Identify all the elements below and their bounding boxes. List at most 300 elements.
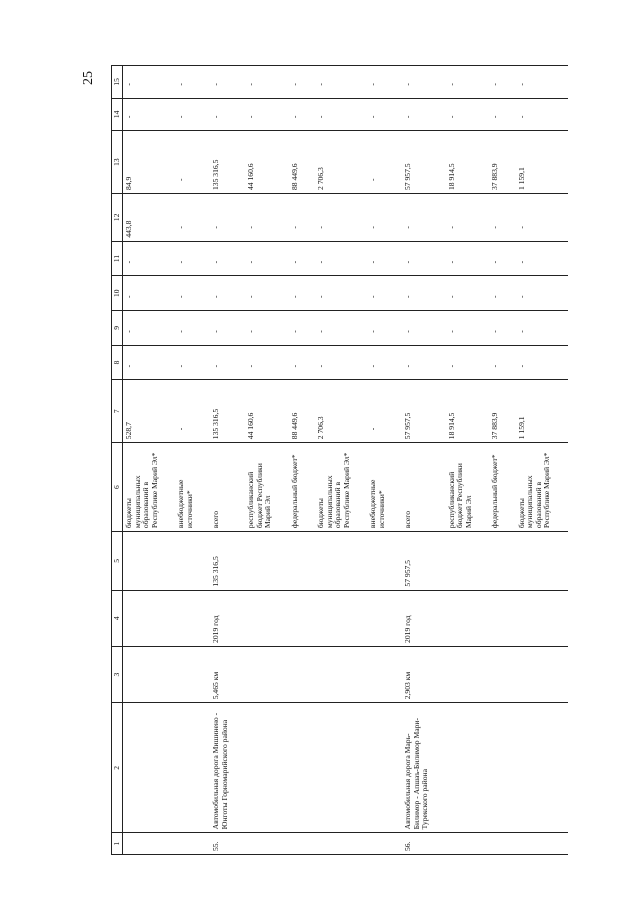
program-table-container bbox=[111, 65, 552, 855]
cell-col-3 bbox=[489, 646, 502, 702]
cell-col-13: 44 160,6 bbox=[245, 131, 275, 194]
cell-col-9: - bbox=[289, 311, 302, 346]
spacer-cell bbox=[275, 194, 289, 242]
cell-col-12: 443,8 bbox=[123, 194, 162, 242]
table-row bbox=[402, 66, 432, 855]
cell-col-7: 135 316,5 bbox=[210, 380, 231, 443]
cell-col-13: 18 914,5 bbox=[446, 131, 476, 194]
spacer-cell bbox=[301, 98, 315, 131]
spacer-cell bbox=[161, 833, 175, 855]
spacer-cell bbox=[275, 345, 289, 380]
spacer-cell bbox=[196, 532, 210, 591]
column-header-13: 13 bbox=[112, 131, 123, 194]
cell-col-2 bbox=[446, 703, 476, 833]
spacer-cell bbox=[432, 66, 446, 99]
cell-col-4 bbox=[123, 590, 162, 646]
cell-col-5 bbox=[446, 532, 476, 591]
cell-col-5 bbox=[245, 532, 275, 591]
spacer-cell bbox=[275, 131, 289, 194]
spacer-cell bbox=[502, 345, 516, 380]
cell-col-13: 37 883,9 bbox=[489, 131, 502, 194]
spacer-cell bbox=[275, 703, 289, 833]
cell-col-6: бюджеты муниципальных образований в Республике Марий Эл* bbox=[516, 443, 554, 532]
spacer-cell bbox=[432, 590, 446, 646]
cell-col-14: - bbox=[245, 98, 275, 131]
cell-col-10: - bbox=[175, 276, 196, 311]
spacer-cell bbox=[475, 98, 489, 131]
spacer-cell bbox=[301, 703, 315, 833]
cell-col-13: 57 957,5 bbox=[402, 131, 432, 194]
table-body bbox=[123, 66, 568, 855]
cell-col-8: - bbox=[210, 345, 231, 380]
spacer-cell bbox=[161, 311, 175, 346]
spacer-cell bbox=[196, 66, 210, 99]
spacer-cell bbox=[301, 646, 315, 702]
spacer-cell bbox=[475, 194, 489, 242]
cell-col-1 bbox=[123, 833, 162, 855]
cell-col-6: всего bbox=[402, 443, 432, 532]
cell-col-7: 18 914,5 bbox=[446, 380, 476, 443]
cell-col-6: республиканский бюджет Республики Марий Эл bbox=[446, 443, 476, 532]
cell-col-10: - bbox=[402, 276, 432, 311]
spacer-cell bbox=[231, 703, 245, 833]
spacer-cell bbox=[231, 194, 245, 242]
cell-col-11: - bbox=[402, 241, 432, 276]
spacer-cell bbox=[353, 345, 367, 380]
column-header-11: 11 bbox=[112, 241, 123, 276]
spacer-cell bbox=[554, 311, 568, 346]
spacer-cell bbox=[388, 345, 402, 380]
spacer-cell bbox=[161, 443, 175, 532]
spacer-cell bbox=[554, 276, 568, 311]
spacer-cell bbox=[301, 276, 315, 311]
spacer-cell bbox=[388, 380, 402, 443]
cell-col-6: федеральный бюджет* bbox=[289, 443, 302, 532]
cell-col-2 bbox=[516, 703, 554, 833]
cell-col-10: - bbox=[446, 276, 476, 311]
spacer-cell bbox=[353, 194, 367, 242]
cell-col-15: - bbox=[245, 66, 275, 99]
spacer-cell bbox=[161, 380, 175, 443]
spacer-cell bbox=[196, 380, 210, 443]
cell-col-15: - bbox=[289, 66, 302, 99]
cell-col-12: - bbox=[210, 194, 231, 242]
cell-col-11: - bbox=[489, 241, 502, 276]
cell-col-4 bbox=[245, 590, 275, 646]
cell-col-15: - bbox=[402, 66, 432, 99]
column-header-7: 7 bbox=[112, 380, 123, 443]
cell-col-14: - bbox=[489, 98, 502, 131]
spacer-cell bbox=[432, 532, 446, 591]
cell-col-5 bbox=[489, 532, 502, 591]
spacer-cell bbox=[432, 443, 446, 532]
cell-col-14: - bbox=[402, 98, 432, 131]
spacer-cell bbox=[554, 345, 568, 380]
cell-col-3: 2,903 км bbox=[402, 646, 432, 702]
spacer-cell bbox=[301, 311, 315, 346]
cell-col-7: 57 957,5 bbox=[402, 380, 432, 443]
spacer-cell bbox=[275, 66, 289, 99]
spacer-cell bbox=[301, 241, 315, 276]
cell-col-12: - bbox=[402, 194, 432, 242]
spacer-cell bbox=[275, 646, 289, 702]
spacer-cell bbox=[301, 532, 315, 591]
cell-col-5 bbox=[289, 532, 302, 591]
cell-col-3 bbox=[367, 646, 388, 702]
cell-col-6: федеральный бюджет* bbox=[489, 443, 502, 532]
spacer-cell bbox=[475, 380, 489, 443]
cell-col-15: - bbox=[367, 66, 388, 99]
spacer-cell bbox=[161, 98, 175, 131]
table-row bbox=[315, 66, 353, 855]
row-spacer bbox=[161, 66, 175, 855]
spacer-cell bbox=[502, 311, 516, 346]
spacer-cell bbox=[161, 131, 175, 194]
spacer-cell bbox=[502, 590, 516, 646]
table-row bbox=[123, 66, 162, 855]
spacer-cell bbox=[196, 345, 210, 380]
cell-col-12: - bbox=[446, 194, 476, 242]
table-row bbox=[245, 66, 275, 855]
table-row bbox=[210, 66, 231, 855]
cell-col-8: - bbox=[516, 345, 554, 380]
spacer-cell bbox=[301, 345, 315, 380]
cell-col-3 bbox=[245, 646, 275, 702]
cell-col-4 bbox=[315, 590, 353, 646]
cell-col-5: 135 316,5 bbox=[210, 532, 231, 591]
spacer-cell bbox=[353, 66, 367, 99]
spacer-cell bbox=[432, 241, 446, 276]
spacer-cell bbox=[161, 66, 175, 99]
cell-col-15: - bbox=[446, 66, 476, 99]
row-spacer bbox=[502, 66, 516, 855]
spacer-cell bbox=[388, 833, 402, 855]
cell-col-7: - bbox=[367, 380, 388, 443]
cell-col-2: Автомобильная дорога Марь-Билимор - Апшаъ-Билимор Мари-Турекского района bbox=[402, 703, 432, 833]
cell-col-3 bbox=[516, 646, 554, 702]
spacer-cell bbox=[502, 646, 516, 702]
cell-col-8: - bbox=[289, 345, 302, 380]
cell-col-13: - bbox=[367, 131, 388, 194]
cell-col-9: - bbox=[210, 311, 231, 346]
spacer-cell bbox=[301, 443, 315, 532]
spacer-cell bbox=[231, 590, 245, 646]
spacer-cell bbox=[502, 703, 516, 833]
spacer-cell bbox=[353, 380, 367, 443]
spacer-cell bbox=[161, 590, 175, 646]
cell-col-11: - bbox=[446, 241, 476, 276]
spacer-cell bbox=[502, 443, 516, 532]
spacer-cell bbox=[554, 590, 568, 646]
cell-col-9: - bbox=[489, 311, 502, 346]
cell-col-9: - bbox=[175, 311, 196, 346]
spacer-cell bbox=[353, 311, 367, 346]
spacer-cell bbox=[475, 646, 489, 702]
spacer-cell bbox=[231, 241, 245, 276]
cell-col-15: - bbox=[516, 66, 554, 99]
spacer-cell bbox=[301, 194, 315, 242]
cell-col-13: - bbox=[175, 131, 196, 194]
cell-col-8: - bbox=[123, 345, 162, 380]
cell-col-11: - bbox=[289, 241, 302, 276]
spacer-cell bbox=[432, 380, 446, 443]
row-spacer bbox=[554, 66, 568, 855]
cell-col-14: - bbox=[175, 98, 196, 131]
spacer-cell bbox=[161, 241, 175, 276]
spacer-cell bbox=[196, 443, 210, 532]
spacer-cell bbox=[502, 98, 516, 131]
spacer-cell bbox=[161, 345, 175, 380]
spacer-cell bbox=[275, 380, 289, 443]
row-spacer bbox=[432, 66, 446, 855]
cell-col-7: - bbox=[175, 380, 196, 443]
row-spacer bbox=[388, 66, 402, 855]
cell-col-4 bbox=[175, 590, 196, 646]
cell-col-11: - bbox=[175, 241, 196, 276]
spacer-cell bbox=[196, 131, 210, 194]
cell-col-8: - bbox=[315, 345, 353, 380]
cell-col-3 bbox=[315, 646, 353, 702]
spacer-cell bbox=[231, 380, 245, 443]
cell-col-12: - bbox=[315, 194, 353, 242]
spacer-cell bbox=[196, 98, 210, 131]
cell-col-1 bbox=[315, 833, 353, 855]
column-header-12: 12 bbox=[112, 194, 123, 242]
table-row bbox=[489, 66, 502, 855]
spacer-cell bbox=[231, 311, 245, 346]
spacer-cell bbox=[475, 833, 489, 855]
spacer-cell bbox=[231, 833, 245, 855]
spacer-cell bbox=[475, 311, 489, 346]
cell-col-3 bbox=[446, 646, 476, 702]
spacer-cell bbox=[432, 345, 446, 380]
spacer-cell bbox=[388, 443, 402, 532]
spacer-cell bbox=[554, 646, 568, 702]
cell-col-9: - bbox=[402, 311, 432, 346]
cell-col-7: 44 160,6 bbox=[245, 380, 275, 443]
cell-col-10: - bbox=[245, 276, 275, 311]
spacer-cell bbox=[353, 703, 367, 833]
spacer-cell bbox=[554, 703, 568, 833]
spacer-cell bbox=[388, 98, 402, 131]
cell-col-6: бюджеты муниципальных образований в Республике Марий Эл* bbox=[123, 443, 162, 532]
spacer-cell bbox=[353, 833, 367, 855]
spacer-cell bbox=[275, 311, 289, 346]
spacer-cell bbox=[475, 590, 489, 646]
spacer-cell bbox=[196, 703, 210, 833]
cell-col-5: 57 957,5 bbox=[402, 532, 432, 591]
spacer-cell bbox=[388, 532, 402, 591]
cell-col-13: 1 159,1 bbox=[516, 131, 554, 194]
cell-col-9: - bbox=[446, 311, 476, 346]
spacer-cell bbox=[502, 194, 516, 242]
row-spacer bbox=[301, 66, 315, 855]
cell-col-4 bbox=[289, 590, 302, 646]
cell-col-2 bbox=[245, 703, 275, 833]
cell-col-13: 2 706,3 bbox=[315, 131, 353, 194]
cell-col-4: 2019 год bbox=[210, 590, 231, 646]
cell-col-3 bbox=[123, 646, 162, 702]
spacer-cell bbox=[554, 98, 568, 131]
spacer-cell bbox=[301, 380, 315, 443]
table-row bbox=[516, 66, 554, 855]
spacer-cell bbox=[231, 345, 245, 380]
spacer-cell bbox=[161, 703, 175, 833]
spacer-cell bbox=[554, 443, 568, 532]
cell-col-9: - bbox=[123, 311, 162, 346]
cell-col-14: - bbox=[446, 98, 476, 131]
cell-col-10: - bbox=[315, 276, 353, 311]
column-header-8: 8 bbox=[112, 345, 123, 380]
row-spacer bbox=[275, 66, 289, 855]
spacer-cell bbox=[301, 66, 315, 99]
cell-col-6: внебюджетные источники* bbox=[367, 443, 388, 532]
spacer-cell bbox=[275, 532, 289, 591]
spacer-cell bbox=[353, 241, 367, 276]
spacer-cell bbox=[301, 833, 315, 855]
spacer-cell bbox=[275, 276, 289, 311]
column-header-3: 3 bbox=[112, 646, 123, 702]
column-header-9: 9 bbox=[112, 311, 123, 346]
spacer-cell bbox=[196, 276, 210, 311]
cell-col-10: - bbox=[367, 276, 388, 311]
spacer-cell bbox=[554, 241, 568, 276]
column-header-15: 15 bbox=[112, 66, 123, 99]
spacer-cell bbox=[196, 311, 210, 346]
spacer-cell bbox=[353, 532, 367, 591]
spacer-cell bbox=[231, 98, 245, 131]
cell-col-2 bbox=[289, 703, 302, 833]
cell-col-7: 2 706,3 bbox=[315, 380, 353, 443]
cell-col-2 bbox=[315, 703, 353, 833]
spacer-cell bbox=[161, 276, 175, 311]
cell-col-1 bbox=[245, 833, 275, 855]
cell-col-9: - bbox=[516, 311, 554, 346]
column-header-2: 2 bbox=[112, 703, 123, 833]
spacer-cell bbox=[161, 532, 175, 591]
spacer-cell bbox=[353, 276, 367, 311]
cell-col-11: - bbox=[516, 241, 554, 276]
cell-col-10: - bbox=[123, 276, 162, 311]
cell-col-2 bbox=[175, 703, 196, 833]
cell-col-5 bbox=[516, 532, 554, 591]
spacer-cell bbox=[301, 590, 315, 646]
spacer-cell bbox=[554, 380, 568, 443]
cell-col-10: - bbox=[516, 276, 554, 311]
spacer-cell bbox=[388, 194, 402, 242]
spacer-cell bbox=[475, 345, 489, 380]
spacer-cell bbox=[475, 66, 489, 99]
spacer-cell bbox=[475, 532, 489, 591]
spacer-cell bbox=[231, 646, 245, 702]
spacer-cell bbox=[275, 833, 289, 855]
spacer-cell bbox=[353, 646, 367, 702]
spacer-cell bbox=[275, 241, 289, 276]
cell-col-14: - bbox=[289, 98, 302, 131]
spacer-cell bbox=[388, 276, 402, 311]
spacer-cell bbox=[554, 194, 568, 242]
cell-col-4 bbox=[516, 590, 554, 646]
cell-col-4 bbox=[446, 590, 476, 646]
table-row bbox=[175, 66, 196, 855]
cell-col-5 bbox=[175, 532, 196, 591]
cell-col-15: - bbox=[175, 66, 196, 99]
spacer-cell bbox=[196, 241, 210, 276]
cell-col-3 bbox=[289, 646, 302, 702]
spacer-cell bbox=[502, 276, 516, 311]
cell-col-12: - bbox=[367, 194, 388, 242]
cell-col-2 bbox=[489, 703, 502, 833]
spacer-cell bbox=[388, 311, 402, 346]
spacer-cell bbox=[432, 833, 446, 855]
cell-col-3 bbox=[175, 646, 196, 702]
spacer-cell bbox=[502, 241, 516, 276]
spacer-cell bbox=[502, 833, 516, 855]
cell-col-8: - bbox=[175, 345, 196, 380]
spacer-cell bbox=[275, 443, 289, 532]
cell-col-8: - bbox=[245, 345, 275, 380]
row-spacer bbox=[231, 66, 245, 855]
spacer-cell bbox=[388, 66, 402, 99]
column-header-6: 6 bbox=[112, 443, 123, 532]
cell-col-12: - bbox=[245, 194, 275, 242]
cell-col-14: - bbox=[210, 98, 231, 131]
cell-col-8: - bbox=[367, 345, 388, 380]
program-table bbox=[111, 65, 568, 855]
cell-col-1 bbox=[516, 833, 554, 855]
cell-col-2 bbox=[367, 703, 388, 833]
spacer-cell bbox=[432, 276, 446, 311]
cell-col-5 bbox=[315, 532, 353, 591]
cell-col-11: - bbox=[315, 241, 353, 276]
spacer-cell bbox=[502, 131, 516, 194]
cell-col-6: внебюджетные источники* bbox=[175, 443, 196, 532]
spacer-cell bbox=[231, 443, 245, 532]
spacer-cell bbox=[353, 98, 367, 131]
cell-col-1 bbox=[175, 833, 196, 855]
cell-col-1 bbox=[446, 833, 476, 855]
spacer-cell bbox=[388, 590, 402, 646]
cell-col-12: - bbox=[175, 194, 196, 242]
spacer-cell bbox=[475, 241, 489, 276]
spacer-cell bbox=[432, 194, 446, 242]
cell-col-6: бюджеты муниципальных образований в Республике Марий Эл* bbox=[315, 443, 353, 532]
cell-col-13: 88 449,6 bbox=[289, 131, 302, 194]
spacer-cell bbox=[388, 646, 402, 702]
spacer-cell bbox=[353, 590, 367, 646]
cell-col-7: 88 449,6 bbox=[289, 380, 302, 443]
spacer-cell bbox=[353, 131, 367, 194]
spacer-cell bbox=[388, 131, 402, 194]
spacer-cell bbox=[196, 646, 210, 702]
spacer-cell bbox=[231, 66, 245, 99]
spacer-cell bbox=[432, 703, 446, 833]
spacer-cell bbox=[475, 131, 489, 194]
spacer-cell bbox=[432, 98, 446, 131]
cell-col-6: республиканский бюджет Республики Марий Эл bbox=[245, 443, 275, 532]
cell-col-12: - bbox=[489, 194, 502, 242]
spacer-cell bbox=[353, 443, 367, 532]
spacer-cell bbox=[554, 833, 568, 855]
cell-col-7: 37 883,9 bbox=[489, 380, 502, 443]
cell-col-8: - bbox=[446, 345, 476, 380]
cell-col-8: - bbox=[489, 345, 502, 380]
cell-col-14: - bbox=[315, 98, 353, 131]
spacer-cell bbox=[432, 311, 446, 346]
spacer-cell bbox=[275, 98, 289, 131]
cell-col-4: 2019 год bbox=[402, 590, 432, 646]
cell-col-9: - bbox=[315, 311, 353, 346]
